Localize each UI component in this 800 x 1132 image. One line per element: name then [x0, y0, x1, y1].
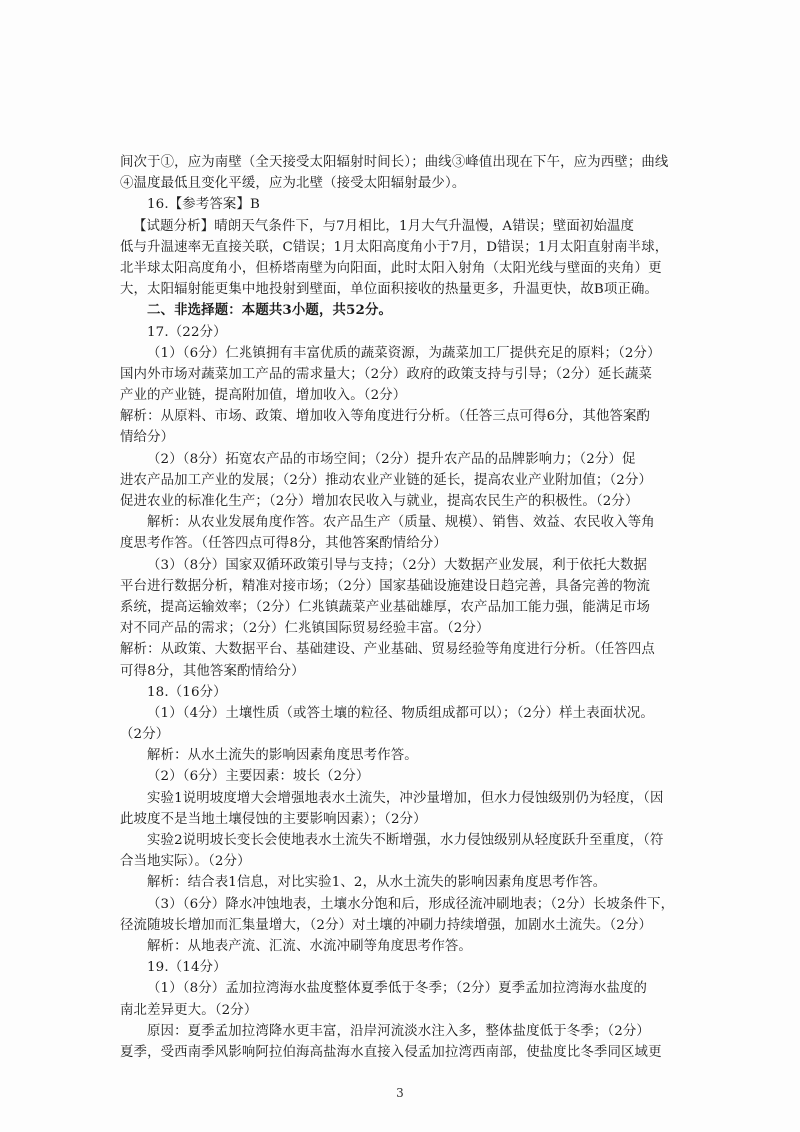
page-number: 3 — [396, 1086, 404, 1100]
text-line: 大，太阳辐射能更集中地投射到壁面，单位面积接收的热量更多，升温更快，故B项正确。 — [120, 282, 659, 298]
text-line: 解析：从地表产流、汇流、水流冲刷等角度思考作答。 — [147, 938, 472, 954]
text-line: 18.（16分） — [147, 684, 227, 700]
text-line: 合当地实际）。（2分） — [120, 854, 251, 870]
text-line: 可得8分，其他答案酌情给分） — [120, 663, 305, 679]
text-line: 解析：结合表1信息，对比实验1、2，从水土流失的影响因素角度思考作答。 — [147, 875, 607, 891]
text-line: 国内外市场对蔬菜加工产品的需求量大；（2分）政府的政策支持与引导；（2分）延长蔬菜 — [120, 366, 653, 382]
text-line: 北半球太阳高度角小，但桥塔南壁为向阳面，此时太阳入射角（太阳光线与壁面的夹角）更 — [120, 260, 662, 276]
answer-text-body — [120, 152, 692, 1063]
text-line: （1）（6分）仁兆镇拥有丰富优质的蔬菜资源，为蔬菜加工厂提供充足的原料；（2分） — [147, 345, 661, 361]
text-line: 解析：从农业发展角度作答。农产品生产（质量、规模）、销售、效益、农民收入等角 — [147, 515, 655, 531]
text-line: 径流随坡长增加而汇集量增大，（2分）对土壤的冲刷力持续增强，加剧水土流失。（2分） — [120, 917, 653, 933]
text-line: 度思考作答。（任答四点可得8分，其他答案酌情给分） — [120, 536, 447, 552]
text-line: 19.（14分） — [147, 960, 227, 976]
text-line: ④温度最低且变化平缓，应为北壁（接受太阳辐射最少）。 — [120, 176, 466, 192]
text-line: 间次于①，应为南壁（全天接受太阳辐射时间长）；曲线③峰值出现在下午，应为西壁；曲线 — [120, 155, 669, 170]
text-line: 17.（22分） — [147, 324, 227, 340]
text-line: （1）（8分）孟加拉湾海水盐度整体夏季低于冬季；（2分）夏季孟加拉湾海水盐度的 — [147, 981, 648, 997]
text-line: （2分） — [120, 727, 170, 743]
text-line: （2）（8分）拓宽农产品的市场空间；（2分）提升农产品的品牌影响力；（2分）促 — [147, 451, 636, 467]
text-line: 低与升温速率无直接关联，C错误；1月太阳高度角小于7月，D错误；1月太阳直射南半球， — [120, 239, 669, 255]
text-line: 产业的产业链，提高附加值，增加收入。（2分） — [120, 388, 407, 404]
text-line: 此坡度不是当地土壤侵蚀的主要影响因素）；（2分） — [120, 811, 427, 827]
text-line: 二、非选择题：本题共3小题，共52分。 — [147, 302, 393, 319]
text-line: （1）（4分）土壤性质（或答土壤的粒径、物质组成都可以）；（2分）样土表面状况。 — [147, 705, 654, 721]
text-line: 解析：从水土流失的影响因素角度思考作答。 — [147, 748, 418, 764]
text-line: 实验2说明坡长变长会使地表水土流失不断增强，水力侵蚀级别从轻度跃升至重度，（符 — [147, 833, 664, 848]
text-line: 原因：夏季孟加拉湾降水更丰富，沿岸河流淡水注入多，整体盐度低于冬季；（2分） — [147, 1023, 650, 1039]
text-line: 【试题分析】晴朗天气条件下，与7月相比，1月大气升温慢，A错误；壁面初始温度 — [133, 218, 635, 234]
text-line: 对不同产品的需求；（2分）仁兆镇国际贸易经验丰富。（2分） — [120, 621, 490, 637]
text-line: 解析：从政策、大数据平台、基础建设、产业基础、贸易经验等角度进行分析。（任答四点 — [120, 642, 655, 658]
text-line: 促进农业的标准化生产；（2分）增加农民收入与就业，提高农民生产的积极性。（2分） — [120, 494, 639, 509]
text-line: 16.【参考答案】B — [147, 197, 260, 213]
text-line: 情给分） — [120, 430, 175, 446]
text-line: 夏季，受西南季风影响阿拉伯海高盐海水直接入侵孟加拉湾西南部，使盐度比冬季同区域更 — [120, 1044, 662, 1060]
text-line: 南北差异更大。（2分） — [120, 1002, 258, 1018]
text-line: 系统，提高运输效率；（2分）仁兆镇蔬菜产业基础雄厚，农产品加工能力强，能满足市场 — [120, 599, 651, 615]
text-line: （3）（8分）国家双循环政策引导与支持；（2分）大数据产业发展，利于依托大数据 — [147, 557, 648, 573]
text-line: 进农产品加工产业的发展；（2分）推动农业产业链的延长，提高农业产业附加值；（2分） — [120, 472, 653, 488]
text-line: （3）（6分）降水冲蚀地表，土壤水分饱和后，形成径流冲刷地表；（2分）长坡条件下， — [147, 896, 675, 912]
text-line: （2）（6分）主要因素：坡长（2分） — [147, 769, 370, 785]
text-line: 平台进行数据分析，精准对接市场；（2分）国家基础设施建设日趋完善，具备完善的物流 — [120, 578, 651, 594]
text-line: 解析：从原料、市场、政策、增加收入等角度进行分析。（任答三点可得6分，其他答案酌 — [120, 409, 651, 425]
text-line: 实验1说明坡度增大会增强地表水土流失，冲沙量增加，但水力侵蚀级别仍为轻度，（因 — [147, 790, 664, 806]
